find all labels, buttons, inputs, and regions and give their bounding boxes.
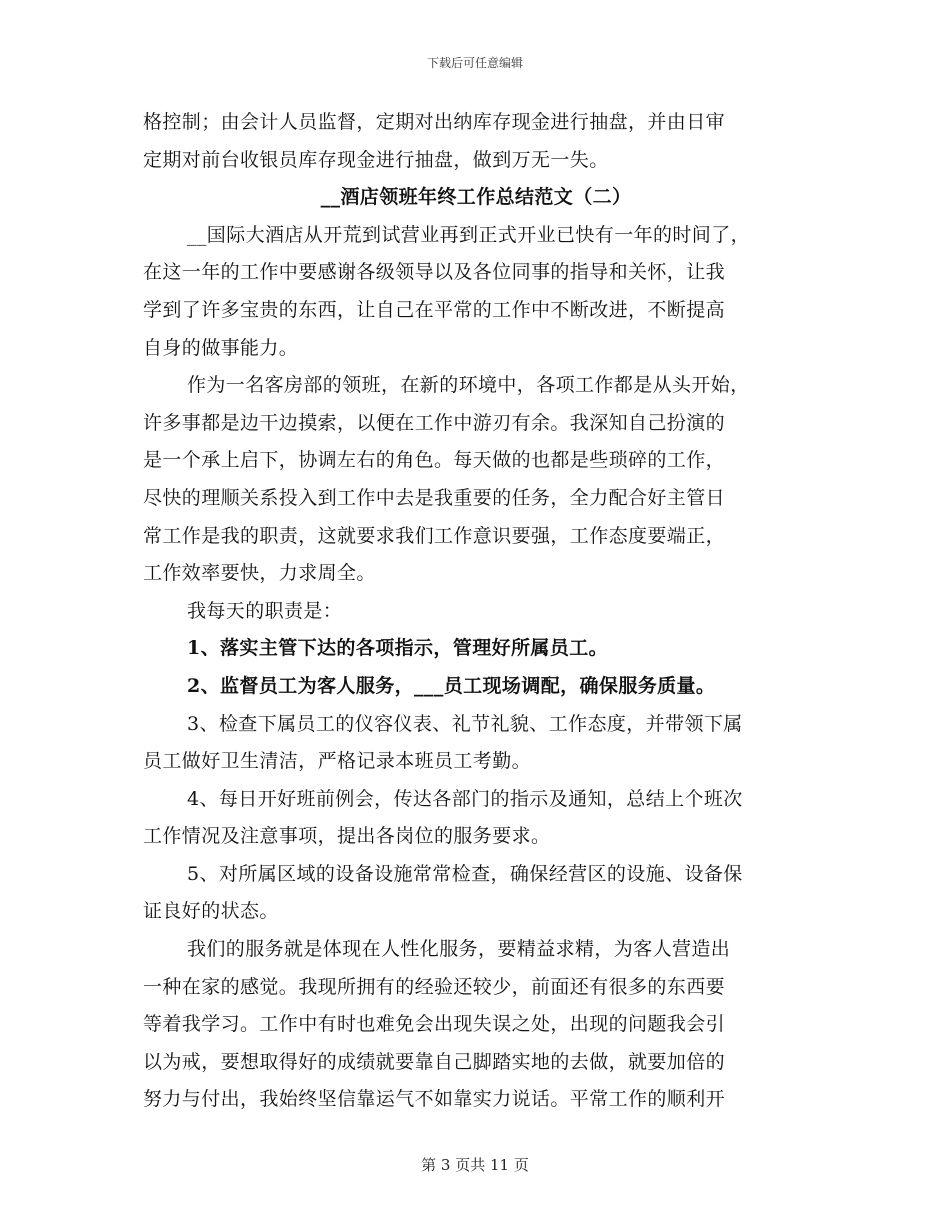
paragraph-line: 格控制；由会计人员监督，定期对出纳库存现金进行抽盘，并由日审 — [143, 111, 726, 133]
paragraph-line: 我每天的职责是： — [187, 599, 343, 622]
paragraph-line: 努力与付出，我始终坚信靠运气不如靠实力说话。平常工作的顺利开 — [143, 1088, 726, 1111]
document-body — [143, 104, 809, 1119]
paragraph-line: 尽快的理顺关系投入到工作中去是我重要的任务，全力配合好主管日 — [143, 486, 726, 509]
paragraph-line: 许多事都是边干边摸索，以便在工作中游刃有余。我深知自己扮演的 — [143, 411, 726, 434]
paragraph-line: 证良好的状态。 — [143, 900, 279, 923]
paragraph-line: 等着我学习。工作中有时也难免会出现失误之处，出现的问题我会引 — [143, 1013, 726, 1036]
paragraph-line: __国际大酒店从开荒到试营业再到正式开业已快有一年的时间了， — [187, 223, 751, 246]
duty-item-3: 3、检查下属员工的仪容仪表、礼节礼貌、工作态度，并带领下属 — [187, 712, 743, 735]
paragraph-line: 在这一年的工作中要感谢各级领导以及各位同事的指导和关怀，让我 — [143, 261, 726, 284]
duty-item-4: 4、每日开好班前例会，传达各部门的指示及通知，总结上个班次 — [187, 787, 743, 810]
page-footer: 第 3 页共 11 页 — [421, 1156, 529, 1174]
paragraph-line: 我们的服务就是体现在人性化服务，要精益求精，为客人营造出 — [187, 938, 731, 961]
paragraph-line: 常工作是我的职责，这就要求我们工作意识要强，工作态度要端正， — [143, 524, 726, 547]
paragraph-line: 是一个承上启下，协调左右的角色。每天做的也都是些琐碎的工作， — [143, 449, 726, 472]
paragraph-line: 员工做好卫生清洁，严格记录本班员工考勤。 — [143, 750, 532, 773]
paragraph-line: 自身的做事能力。 — [143, 336, 299, 359]
section-title: __酒店领班年终工作总结范文（二） — [320, 186, 632, 209]
page-header: 下载后可任意编辑 — [426, 56, 523, 70]
paragraph-line: 工作情况及注意事项，提出各岗位的服务要求。 — [143, 825, 551, 848]
paragraph-line: 一种在家的感觉。我现所拥有的经验还较少，前面还有很多的东西要 — [143, 975, 726, 998]
paragraph-line: 以为戒，要想取得好的成绩就要靠自己脚踏实地的去做，就要加倍的 — [143, 1050, 726, 1073]
paragraph-line: 定期对前台收银员库存现金进行抽盘，做到万无一失。 — [143, 148, 609, 171]
duty-item-5: 5、对所属区域的设备设施常常检查，确保经营区的设施、设备保 — [187, 862, 743, 885]
duty-item-2: 2、监督员工为客人服务，___员工现场调配，确保服务质量。 — [187, 674, 716, 697]
paragraph-line: 学到了许多宝贵的东西，让自己在平常的工作中不断改进，不断提高 — [143, 298, 726, 321]
paragraph-line: 工作效率要快，力求周全。 — [143, 562, 376, 585]
paragraph-line: 作为一名客房部的领班，在新的环境中，各项工作都是从头开始， — [187, 374, 750, 397]
duty-item-1: 1、落实主管下达的各项指示，管理好所属员工。 — [187, 637, 609, 660]
